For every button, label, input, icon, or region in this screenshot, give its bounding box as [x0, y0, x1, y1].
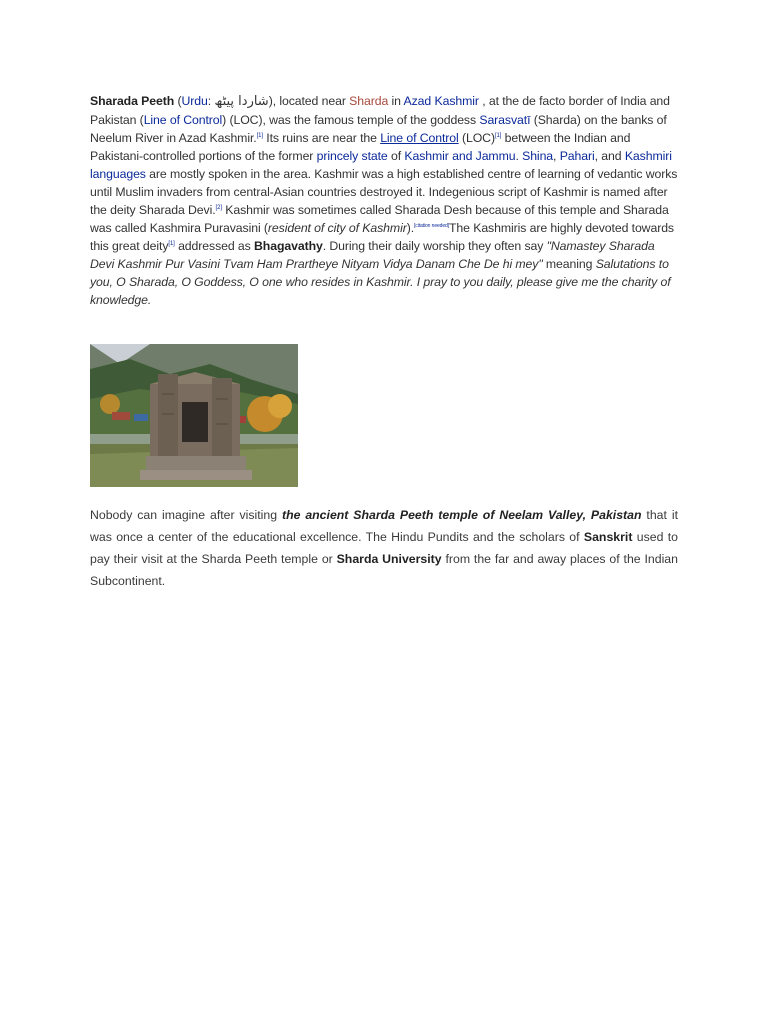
text: :: [207, 94, 215, 108]
text: between the Indian and Pakistani-controlled portions of the former: [90, 131, 631, 163]
text: Kashmir was sometimes called Sharada Desh because of this temple and Sharada was called Kashmira Puravasini (: [90, 203, 669, 235]
temple-ruins-illustration: [90, 344, 298, 487]
sarasvati-link[interactable]: Sarasvatī: [479, 113, 531, 127]
text: of: [387, 149, 405, 163]
temple-ruins-photo: [90, 344, 298, 487]
pahari-link[interactable]: Pahari: [559, 149, 595, 163]
text: (Sharda) on the banks of Neelum River in Azad Kashmir.: [90, 113, 667, 145]
text: meaning: [542, 257, 596, 271]
text: , and: [594, 149, 625, 163]
second-paragraph: [90, 504, 678, 592]
line-of-control-link[interactable]: Line of Control: [143, 113, 223, 127]
bhagavathy: Bhagavathy: [254, 239, 323, 253]
text: in: [388, 94, 404, 108]
text: ).: [406, 221, 415, 235]
document-page: [90, 92, 680, 588]
text: . During their daily worship they often say: [322, 239, 547, 253]
azad-kashmir-link[interactable]: Azad Kashmir: [403, 94, 479, 108]
shina-link[interactable]: Shina: [522, 149, 554, 163]
reference-1b[interactable]: [1]: [494, 133, 502, 139]
sanskrit: Sanskrit: [583, 530, 633, 544]
resident-phrase: resident of city of Kashmir: [267, 221, 407, 235]
article-title: Sharada Peeth: [90, 94, 175, 108]
reference-1c[interactable]: [1]: [168, 241, 175, 247]
text: Its ruins are near the: [262, 131, 381, 145]
temple-emphasis: the ancient Sharda Peeth temple of Neelam Valley, Pakistan: [281, 508, 642, 522]
text: that it was once a center of the educational excellence. The Hindu Pundits and the scholars of: [90, 508, 678, 544]
kashmir-and-jammu-link[interactable]: Kashmir and Jammu: [404, 149, 516, 163]
text: (LOC): [458, 131, 495, 145]
line-of-control-link-underlined[interactable]: Line of Control: [380, 131, 459, 145]
text: used to pay their visit at the Sharda Peeth temple or: [90, 530, 678, 566]
text: ) (LOC), was the famous temple of the goddess: [222, 113, 480, 127]
prayer-meaning: Salutations to you, O Sharada, O Goddess, O one who resides in Kashmir. I pray to you daily, please give me the charity of knowledge.: [90, 257, 671, 307]
sharda-link[interactable]: Sharda: [349, 94, 389, 108]
text: (: [174, 94, 182, 108]
text: are mostly spoken in the area. Kashmir was a high established centre of learning of vedantic works until Muslim invaders from central-Asian countries destroyed it. Indegenious script of Kashmir is named after the deity Sharada Devi.: [90, 167, 678, 217]
text: from the far and away places of the Indian Subcontinent.: [90, 552, 678, 588]
princely-state-link[interactable]: princely state: [316, 149, 388, 163]
sharda-university: Sharda University: [336, 552, 442, 566]
reference-1[interactable]: [1]: [256, 133, 263, 139]
text: Nobody can imagine after visiting: [90, 508, 282, 522]
text: .: [515, 149, 523, 163]
kashmiri-languages-link[interactable]: Kashmiri languages: [90, 149, 672, 181]
citation-needed[interactable]: [citation needed]: [414, 223, 450, 229]
text: addressed as: [174, 239, 255, 253]
urdu-script: شاردا پیٹھ: [214, 94, 269, 109]
prayer-quote: "Namastey Sharada Devi Kashmir Pur Vasini Tvam Ham Prartheye Nityam Vidya Danam Che De hi mey": [90, 239, 655, 271]
text: ), located near: [268, 94, 350, 108]
reference-2[interactable]: [2]: [215, 205, 222, 211]
intro-paragraph: [90, 92, 680, 309]
text: , at the de facto border of India and Pakistan (: [90, 94, 670, 127]
text: ,: [553, 149, 560, 163]
text: The Kashmiris are highly devoted towards this great deity: [90, 221, 674, 253]
urdu-link[interactable]: Urdu: [181, 94, 208, 108]
